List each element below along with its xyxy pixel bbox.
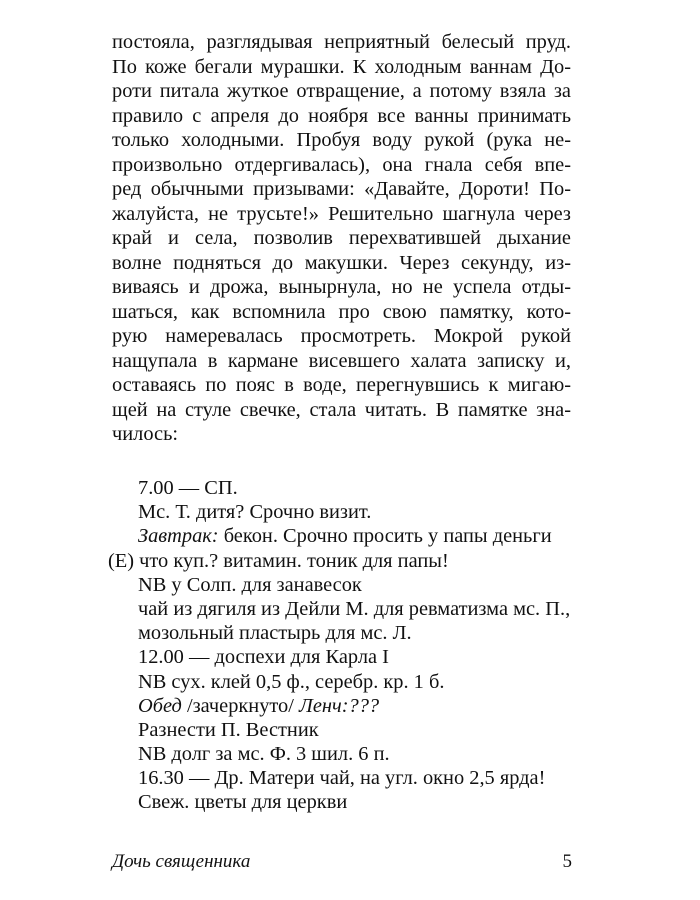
memo-line: NB долг за мс. Ф. 3 шил. 6 п.: [138, 743, 390, 766]
memo-note: [108, 476, 578, 815]
memo-line: 12.00 — доспехи для Карла I: [138, 646, 389, 669]
memo-italic-label: Ленч:???: [299, 694, 380, 717]
memo-line: NB у Солп. для занавесок: [138, 573, 362, 596]
paragraph-line: край и села, позволив перехватившей дыхание: [112, 227, 571, 249]
memo-line: 16.30 — Др. Матери чай, на угл. окно 2,5 ярда!: [138, 767, 546, 790]
paragraph-line: оставаясь по пояс в воде, перегнувшись к мигаю-: [112, 374, 571, 396]
memo-line: Свеж. цветы для церкви: [138, 791, 348, 814]
paragraph-line: шаться, как вспомнила про свою памятку, кото-: [112, 300, 571, 323]
memo-text: /зачеркнуто/: [181, 694, 300, 717]
memo-line: Мс. Т. дитя? Срочно визит.: [138, 501, 372, 524]
memo-line: NB сух. клей 0,5 ф., серебр. кр. 1 б.: [138, 670, 445, 693]
memo-line: Разнести П. Вестник: [138, 718, 319, 741]
paragraph-line: ред обычными призывами: «Давайте, Дороти! По-: [112, 178, 571, 200]
memo-italic-label: Завтрак:: [138, 525, 219, 548]
paragraph-line: правило с апреля до ноября все ванны принимать: [112, 104, 571, 127]
paragraph-line: виваясь и дрожа, вынырнула, но не успела отды-: [112, 276, 571, 298]
paragraph-line: произвольно отдергивалась), она гнала себя впе-: [112, 153, 571, 176]
paragraph-line: только холодными. Пробуя воду рукой (рука не-: [112, 129, 571, 151]
paragraph-line: волне подняться до макушки. Через секунду, из-: [112, 251, 571, 274]
paragraph-line: рую намеревалась просмотреть. Мокрой рукой: [112, 325, 571, 347]
paragraph-line: нащупала в кармане висевшего халата записку и,: [112, 349, 571, 372]
paragraph-line: жалуйста, не трусьте!» Решительно шагнула через: [112, 202, 571, 225]
memo-italic-label: Обед: [138, 694, 182, 717]
memo-line: [108, 524, 578, 548]
paragraph-line: По коже бегали мурашки. К холодным ваннам До-: [112, 55, 571, 78]
running-footer-title: Дочь священника: [112, 851, 251, 872]
body-paragraph: [112, 30, 571, 447]
memo-line: чай из дягиля из Дейли М. для ревматизма мс. П.,: [138, 597, 571, 620]
memo-line: 7.00 — СП.: [138, 477, 238, 499]
page-number: 5: [562, 851, 572, 872]
memo-line: [108, 694, 578, 718]
memo-line: мозольный пластырь для мс. Л.: [138, 622, 412, 645]
paragraph-line: чилось:: [112, 423, 179, 445]
memo-line: (Е) что куп.? витамин. тоник для папы!: [108, 549, 449, 572]
paragraph-line: щей на стуле свечке, стала читать. В памятке зна-: [112, 398, 571, 421]
paragraph-line: роти питала жуткое отвращение, а потому взяла за: [112, 80, 571, 102]
memo-text: бекон. Срочно просить у папы деньги: [218, 525, 552, 548]
paragraph-line: постояла, разглядывая неприятный белесый пруд.: [112, 31, 571, 53]
